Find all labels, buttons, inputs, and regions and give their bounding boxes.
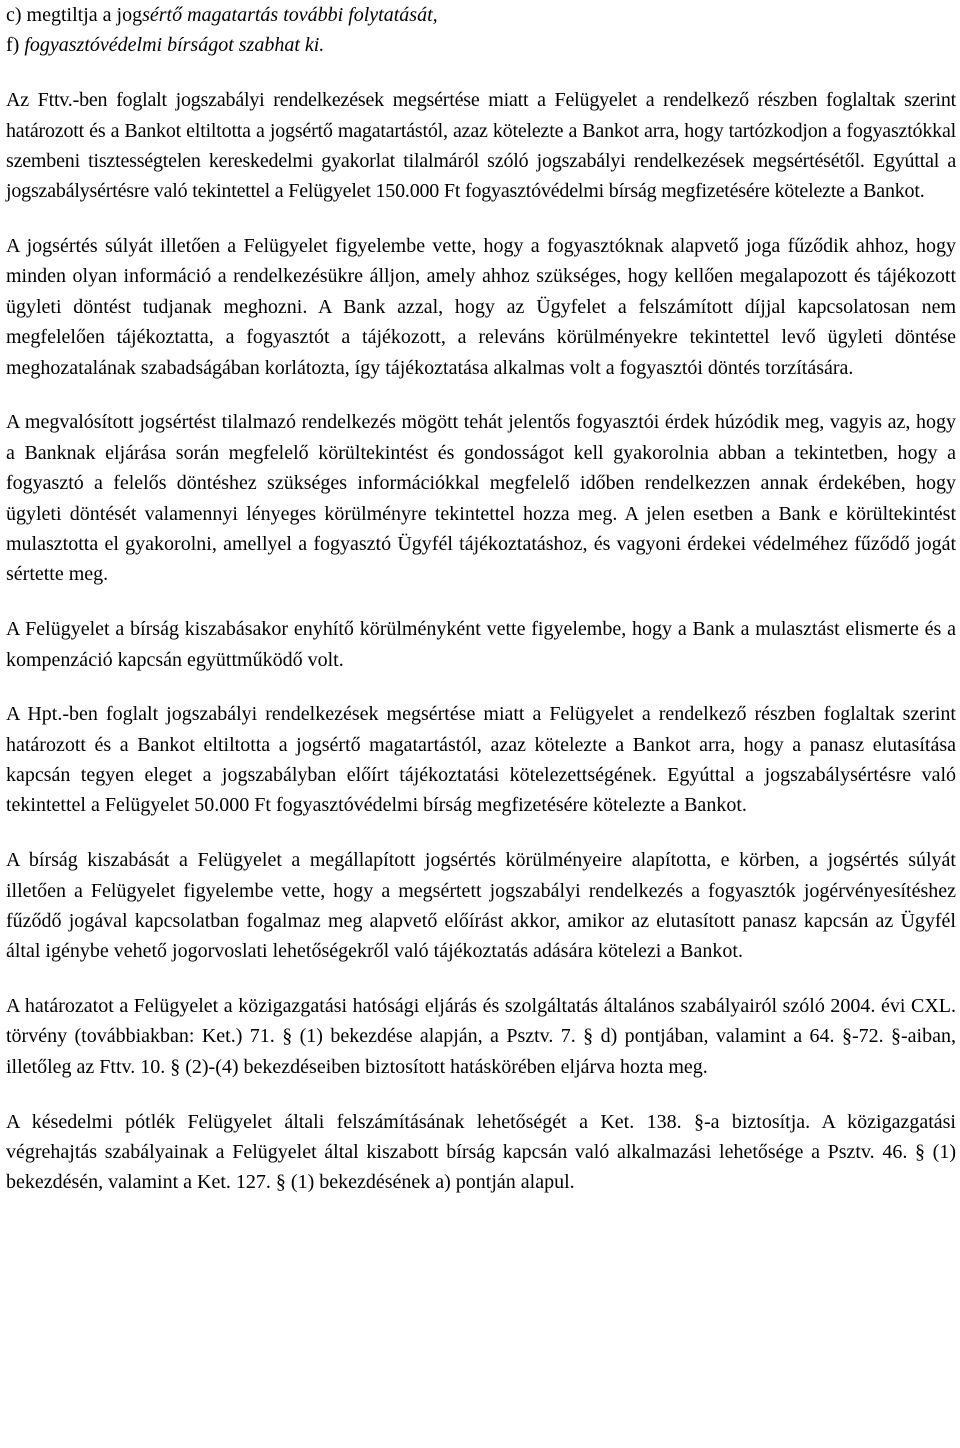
paragraph-enyhito-korulmeny: A Felügyelet a bírság kiszabásakor enyhítő körülményként vette figyelembe, hogy a Bank a mulasztást elismerte és a kompenzáció kapcsán együttműködő volt. [6,618,956,671]
paragraph-fttv: Az Fttv.-ben foglalt jogszabályi rendelkezések megsértése miatt a Felügyelet a rendelkező részben foglaltak szerint határozott és a Bankot eltiltotta a jogsértő magatartástól, azaz kötelezte a Bankot arra, hogy tartózkodjon a fogyasztókkal szembeni tisztességtelen kereskedelmi gyakorlat tilalmáról szóló jogszabályi rendelkezések megsértésétől. Egyúttal a jogszabálysértésre való tekintettel a Felügyelet 150.000 Ft fogyasztóvédelmi bírság megfizetésére kötelezte a Bankot. [6,89,956,203]
paragraph-hataskor: A határozatot a Felügyelet a közigazgatási hatósági eljárás és szolgáltatás általános szabályairól szóló 2004. évi CXL. törvény (továbbiakban: Ket.) 71. § (1) bekezdése alapján, a Psztv. 7. § d) pontjában, valamint a 64. §-72. §-aiban, illetőleg az Fttv. 10. § (2)-(4) bekezdéseiben biztosított hatáskörében eljárva hozta meg. [6,995,956,1078]
list-items [6,0,956,61]
paragraph-fogyasztoi-erdek: A megvalósított jogsértést tilalmazó rendelkezés mögött tehát jelentős fogyasztói érdek húzódik meg, vagyis az, hogy a Banknak eljárása során megfelelő körültekintést és gondosságot kell gyakorolnia abban a tekintetben, hogy a fogyasztó a felelős döntéshez szükséges információkkal megfelelő időben rendelkezzen annak érdekében, hogy ügyleti döntését valamennyi lényeges körülményre tekintettel hozza meg. A jelen esetben a Bank e körültekintést mulasztotta el gyakorolni, amellyel a fogyasztó Ügyfél tájékoztatáshoz, és vagyoni érdekei védelméhez fűződő jogát sértette meg. [6,411,956,586]
list-item: f) fogyasztóvédelmi bírságot szabhat ki. [6,34,325,57]
paragraph-jogsertes-sulya: A jogsértés súlyát illetően a Felügyelet figyelembe vette, hogy a fogyasztóknak alapvető joga fűződik ahhoz, hogy minden olyan információ a rendelkezésükre álljon, amely ahhoz szükséges, hogy kellően megalapozott és tájékozott ügyleti döntést tudjanak meghozni. A Bank azzal, hogy az Ügyfelet a felszámított díjjal kapcsolatosan nem megfelelően tájékoztatta, a fogyasztót a tájékozott, a releváns körülményekre tekintettel levő ügyleti döntése meghozatalának szabadságában korlátozta, így tájékoztatása alkalmas volt a fogyasztói döntés torzítására. [6,235,956,379]
document-page [6,0,956,1222]
paragraph-birsag-kiszabasa: A bírság kiszabását a Felügyelet a megállapított jogsértés körülményeire alapította, e körben, a jogsértés súlyát illetően a Felügyelet figyelembe vette, hogy a megsértett jogszabályi rendelkezés a fogyasztók jogérvényesítéshez fűződő jogával kapcsolatban fogalmaz meg alapvető előírást akkor, amikor az elutasított panasz kapcsán az Ügyfél által igénybe vehető jogorvoslati lehetőségekről való tájékoztatás adására kötelezi a Bankot. [6,849,956,963]
list-item: c) megtiltja a jogsértő magatartás további folytatását, [6,4,438,26]
paragraph-kesedelmi-potlek: A késedelmi pótlék Felügyelet általi felszámításának lehetőségét a Ket. 138. §-a biztosítja. A közigazgatási végrehajtás szabályainak a Felügyelet által kiszabott bírság kapcsán való alkalmazási lehetősége a Psztv. 46. § (1) bekezdésén, valamint a Ket. 127. § (1) bekezdésének a) pontján alapul. [6,1110,956,1194]
paragraph-hpt: A Hpt.-ben foglalt jogszabályi rendelkezések megsértése miatt a Felügyelet a rendelkező részben foglaltak szerint határozott és a Bankot eltiltotta a jogsértő magatartástól, azaz kötelezte a Bankot arra, hogy a panasz elutasítása kapcsán tegyen eleget a jogszabályban előírt tájékoztatási kötelezettségének. Egyúttal a jogszabálysértésre való tekintettel a Felügyelet 50.000 Ft fogyasztóvédelmi bírság megfizetésére kötelezte a Bankot. [6,703,956,817]
